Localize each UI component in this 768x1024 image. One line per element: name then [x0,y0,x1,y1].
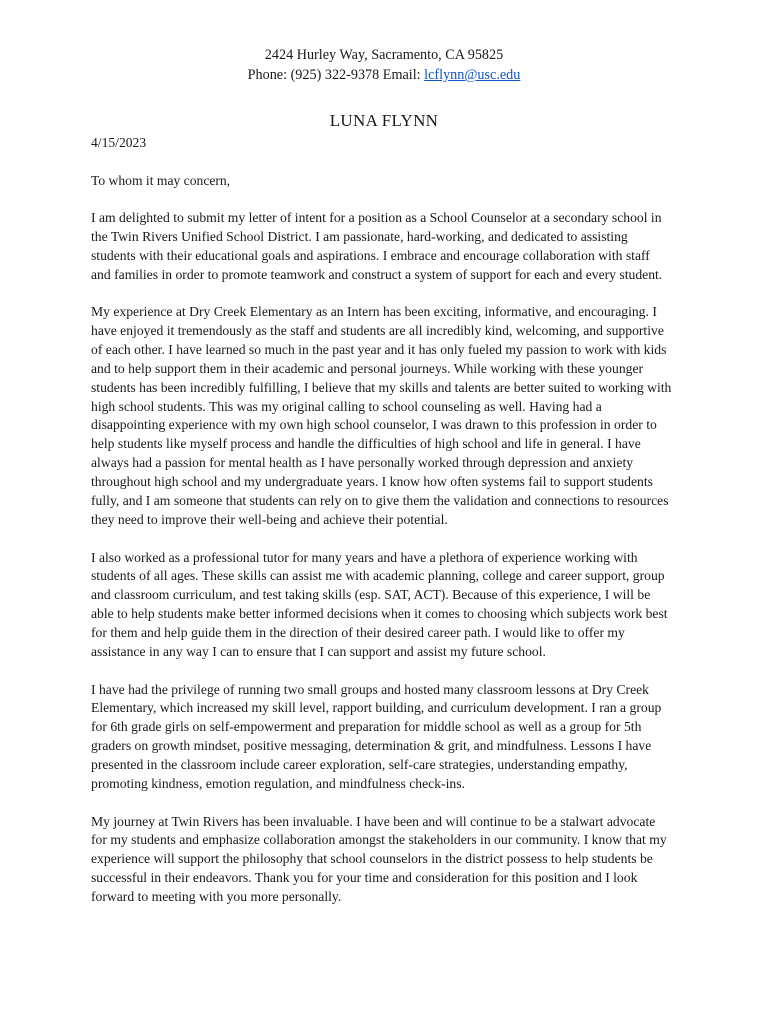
phone-label: Phone: (925) 322-9378 Email: [247,67,421,83]
body-paragraph [91,549,691,662]
salutation: To whom it may concern, [91,173,231,188]
paragraph-line: graders on growth mindset, positive messaging, determination & grit, and mindfulness. Lessons I have [91,738,652,754]
paragraph-line: students has been incredibly fulfilling, I believe that my skills and talents are better suited to working with [91,379,672,395]
paragraph-line: My experience at Dry Creek Elementary as an Intern has been exciting, informative, and encouraging. I [91,304,657,320]
paragraph-line: experience will support the philosophy that school counselors in the district possess to help students be [91,851,653,867]
paragraph-line: students of all ages. These skills can assist me with academic planning, college and career support, group [91,568,665,584]
paragraph-line: for my students and emphasize collaboration amongst the stakeholders in our community. I know that my [91,832,667,848]
paragraph-line: they need to improve their well-being and achieve their potential. [91,511,448,527]
paragraph-line: and classroom curriculum, and test taking skills (esp. SAT, ACT). Because of this experience, I will be [91,587,651,603]
paragraph-line: students with their educational goals and aspirations. I embrace and encourage collaboration with staff [91,247,650,263]
paragraph-line: successful in their endeavors. Thank you for your time and consideration for this position and I look [91,870,638,886]
paragraph-line: of each other. I have learned so much in the past year and it has only fueled my passion to work with kids [91,342,667,358]
paragraph-line: help students like myself process and handle the difficulties of high school and life in general. I have [91,436,641,452]
paragraph-line: forward to meeting with you more personally. [91,889,342,904]
paragraph-line: for 6th grade girls on self-empowerment and preparation for middle school as well as a group for 5th [91,719,642,735]
paragraph-line: for them and help guide them in the direction of their desired career path. I would like to offer my [91,624,625,640]
paragraph-line: and to help support them in their academic and personal journeys. While working with these younger [91,360,644,376]
paragraph-line: throughout high school and my undergraduate years. I know how often systems fail to support students [91,473,653,489]
body-paragraph [91,813,691,907]
sender-contact [0,66,768,84]
sender-address: 2424 Hurley Way, Sacramento, CA 95825 [264,47,504,63]
paragraph-line: Elementary, which increased my skill level, rapport building, and curriculum development. I ran a group [91,700,662,716]
body-paragraph [91,209,691,284]
email-link[interactable]: lcflynn@usc.edu [424,67,521,83]
paragraph-line: able to help students make better informed decisions when it comes to choosing which subjects work best [91,606,668,622]
paragraph-line: always had a passion for mental health as I have personally worked through depression and anxiety [91,455,634,471]
paragraph-line: the Twin Rivers Unified School District. I am passionate, hard-working, and dedicated to assisting [91,228,628,244]
paragraph-line: promoting kindness, emotion regulation, and mindfulness check-ins. [91,775,465,791]
letter-body [91,209,691,926]
paragraph-line: high school students. This was my original calling to school counseling as well. Having had a [91,398,602,414]
letter-date: 4/15/2023 [91,135,147,150]
paragraph-line: I am delighted to submit my letter of intent for a position as a School Counselor at a secondary school in [91,210,662,225]
paragraph-line: My journey at Twin Rivers has been invaluable. I have been and will continue to be a stalwart advocate [91,813,656,829]
body-paragraph [91,681,691,794]
paragraph-line: presented in the classroom include career exploration, self-care strategies, understanding empathy, [91,756,628,772]
paragraph-line: I also worked as a professional tutor for many years and have a plethora of experience working with [91,549,638,565]
paragraph-line: have enjoyed it tremendously as the staff and students are all incredibly kind, welcoming, and supportive [91,323,664,339]
sender-name: LUNA FLYNN [329,111,439,130]
paragraph-line: and families in order to promote teamwork and construct a system of support for each and every student. [91,266,663,282]
paragraph-line: assistance in any way I can to ensure that I can support and assist my future school. [91,643,546,659]
paragraph-line: I have had the privilege of running two small groups and hosted many classroom lessons at Dry Creek [91,681,650,697]
paragraph-line: disappointing experience with my own high school counselor, I was drawn to this profession in order to [91,417,657,433]
body-paragraph [91,303,691,529]
paragraph-line: fully, and I am someone that students can rely on to give them the validation and connections to resources [91,492,669,508]
